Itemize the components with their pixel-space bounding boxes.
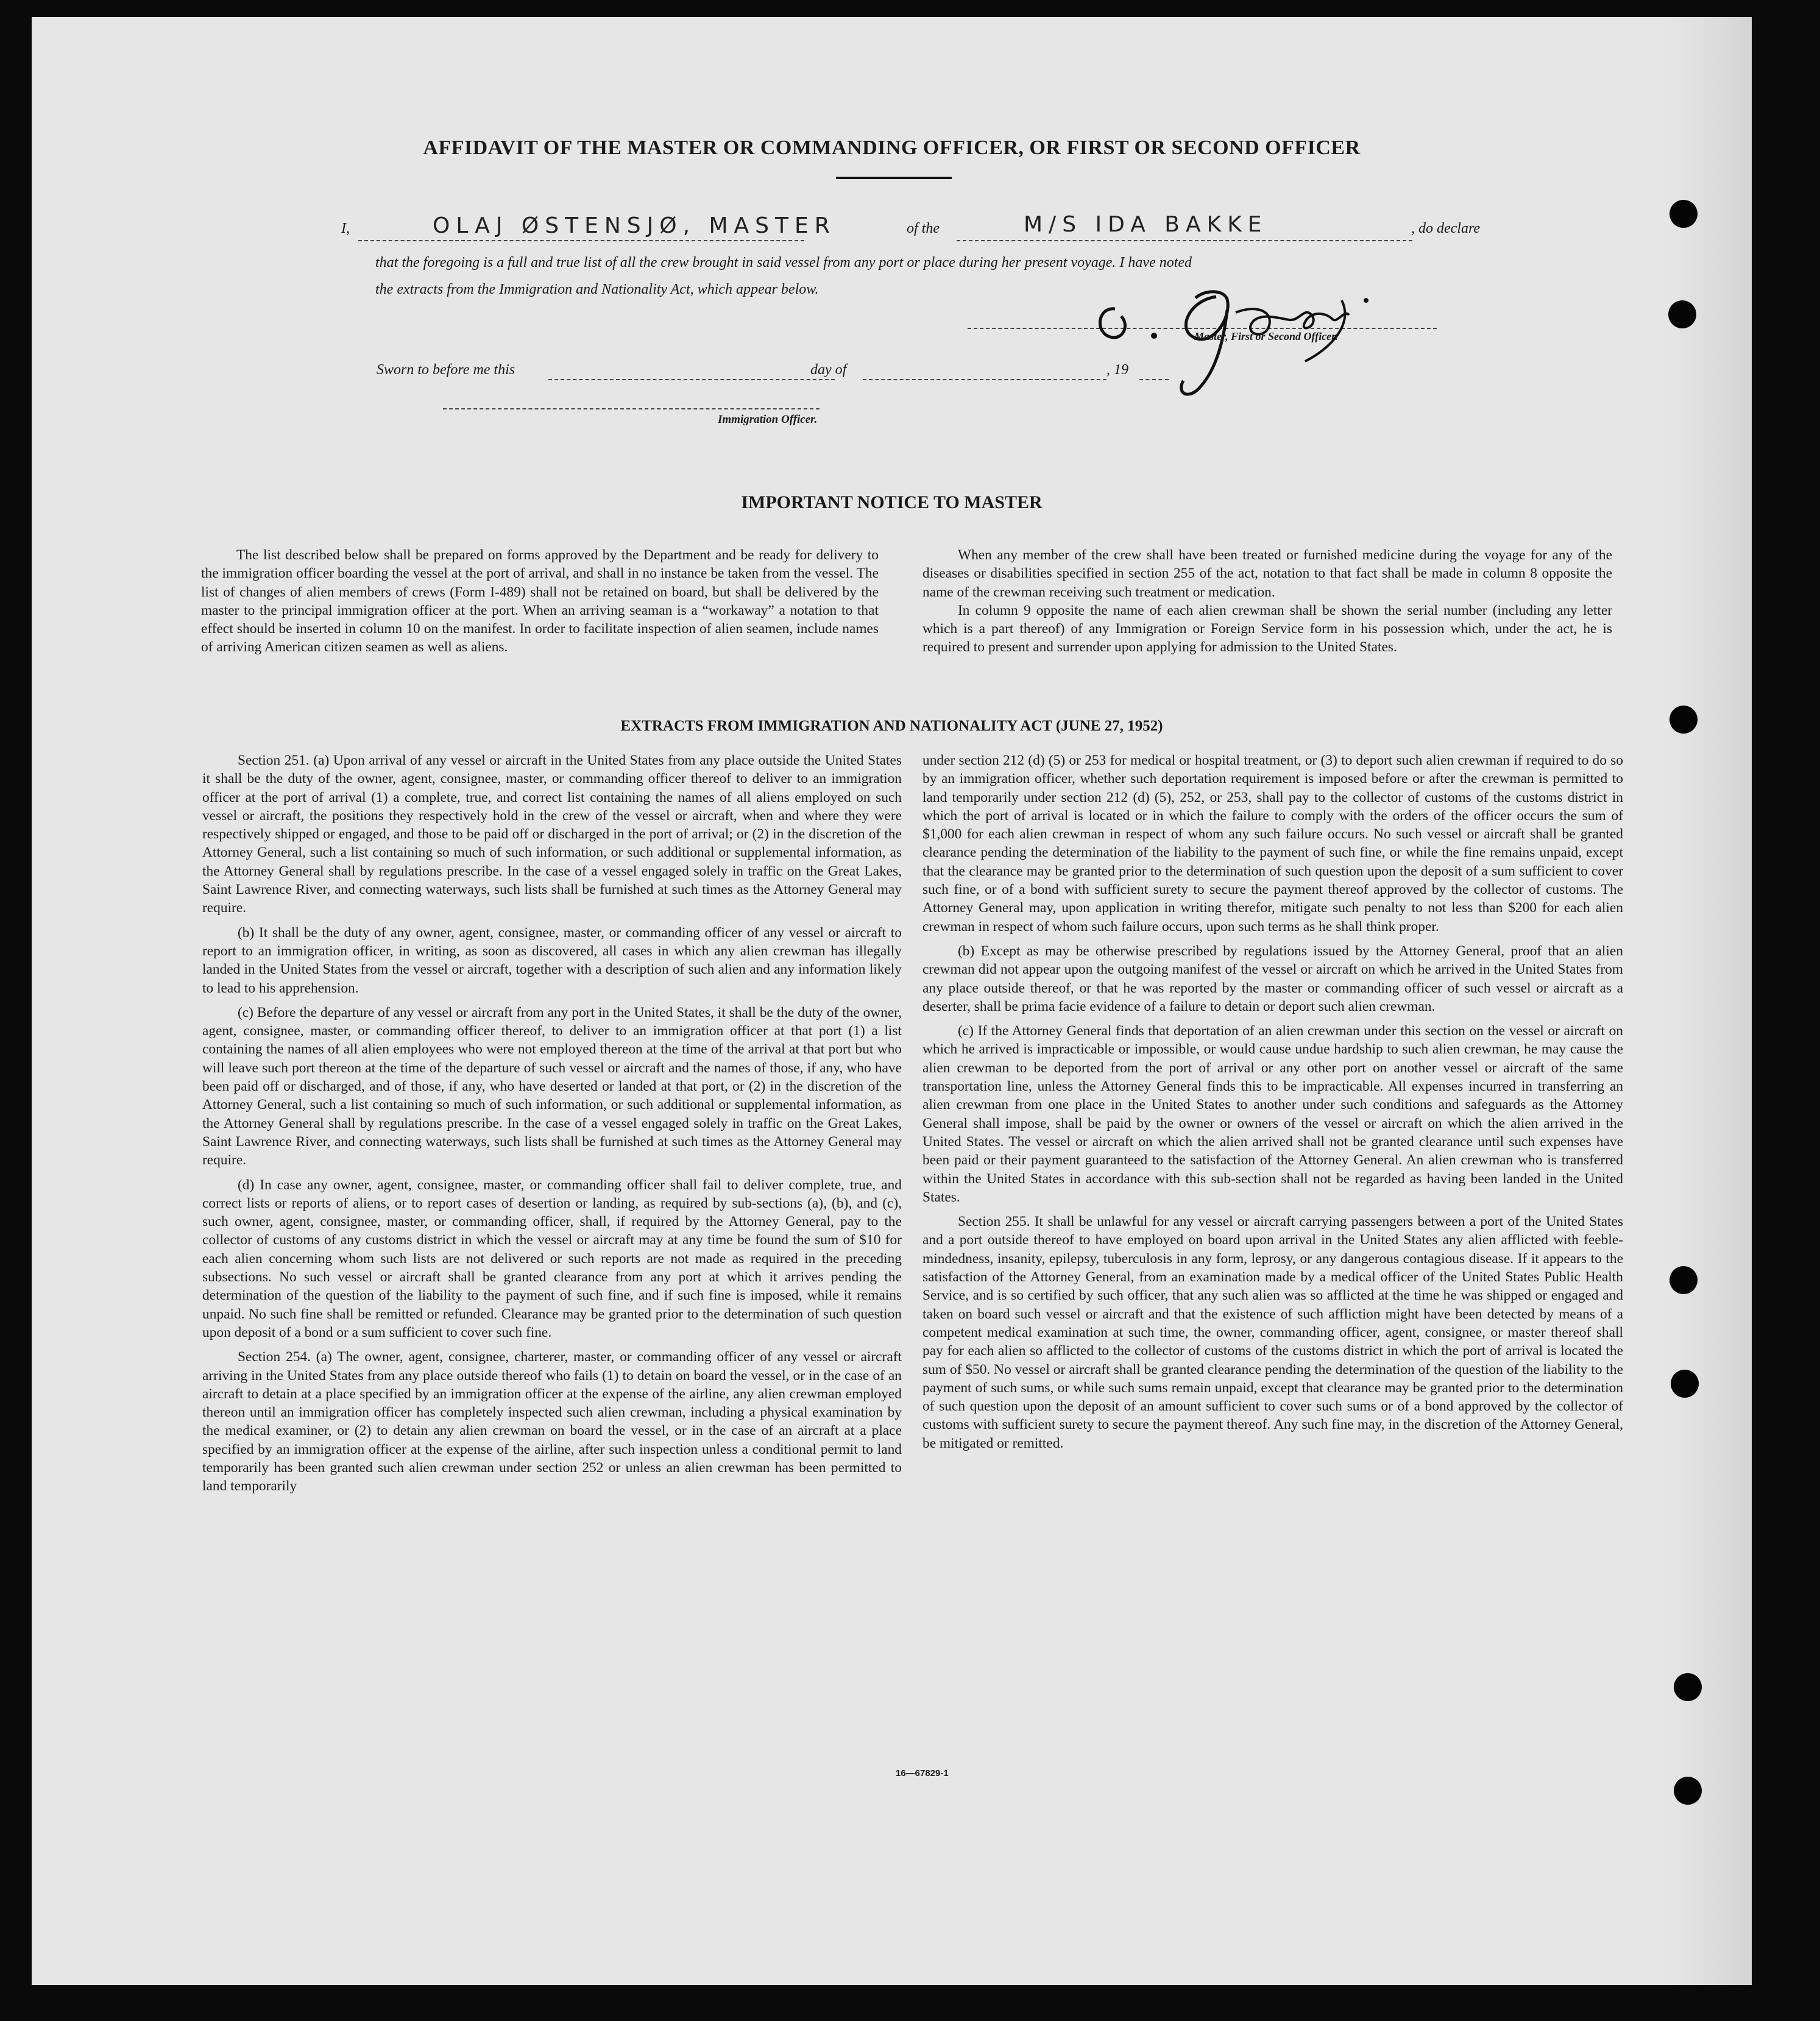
extract-paragraph: (d) In case any owner, agent, consignee, master, or commanding officer shall fail to deliver complete, true, and correct lists or reports of aliens, or to report cases of desertion or landing, as required by sub-sections (a), (b), and (c), such owner, agent, consignee, master, or commanding officer, shall, if required by the Attorney General, pay to the collector of customs of any customs district in which the vessel or aircraft may at any time be found the sum of $10 for each alien concerning whom such lists are not delivered or such reports are not made as required in the preceding subsections. No such vessel or aircraft shall be granted clearance from any port at which it arrives pending the determination of the question of the liability to the payment of such fine, and if such fine is imposed, while it remains unpaid. No such fine shall be remitted or refunded. Clearance may be granted prior to the determination of such question upon deposit of a bond or a sum sufficient to cover such fine. xyxy=(202,1177,902,1340)
extracts-title: EXTRACTS FROM IMMIGRATION AND NATIONALITY ACT (JUNE 27, 1952) xyxy=(620,718,1163,734)
immigration-officer-caption: Immigration Officer. xyxy=(718,413,818,426)
affidavit-title: AFFIDAVIT OF THE MASTER OR COMMANDING OFFICER, OR FIRST OR SECOND OFFICER xyxy=(423,136,1361,159)
title-underline xyxy=(836,177,952,179)
notice-right-paragraph: In column 9 opposite the name of each alien crewman shall be shown the serial number (including any letter which is a part thereof) of any Immigration or Foreign Service form in his possession which, under the act, he is required to present and surrender upon applying for admission to the United States. xyxy=(922,602,1612,656)
punch-hole xyxy=(1670,1266,1698,1294)
of-the-label: of the xyxy=(907,221,940,236)
master-name-handwritten: OLAJ ØSTENSJØ, MASTER xyxy=(433,213,836,238)
extract-paragraph: Section 254. (a) The owner, agent, consignee, charterer, master, or commanding officer of any vessel or aircraft arriving in the United States from any place outside thereof who fails (1) to detain on board the vessel, or in the case of an aircraft to detain at a place specified by an immigration officer at the expense of the airline, any alien crewman employed thereon until an immigration officer has completely inspected such alien crewman, including a physical examination by the medical examiner, or (2) to detain any alien crewman on board the vessel, or in the case of an aircraft at a place specified by an immigration officer at the expense of the airline, after such inspection unless a conditional permit to land temporarily has been granted such alien crewman under section 252 or unless an alien crewman has been permitted to land temporarily xyxy=(202,1349,902,1495)
extract-paragraph: (b) Except as may be otherwise prescribed by regulations issued by the Attorney General, proof that an alien crewman did not appear upon the outgoing manifest of the vessel or aircraft on which he arrived in the United States from any place outside thereof, or that he was reported by the master or commanding officer of such vessel or aircraft as a deserter, shall be prima facie evidence of a failure to detain or deport such alien crewman. xyxy=(922,943,1623,1014)
declaration-prefix: I, xyxy=(341,221,350,236)
extracts-left-column xyxy=(202,751,902,1496)
notice-left-column xyxy=(201,546,879,657)
form-number: 16—67829-1 xyxy=(896,1768,949,1779)
day-of-label: day of xyxy=(810,362,847,378)
punch-hole xyxy=(1671,1370,1699,1398)
sworn-label: Sworn to before me this xyxy=(377,362,515,378)
extract-paragraph: (b) It shall be the duty of any owner, agent, consignee, master, or commanding officer of any vessel or aircraft to report to an immigration officer, in writing, as soon as discovered, all cases in which any alien crewman has illegally landed in the United States from the vessel or aircraft, together with a description of such alien and any information likely to lead to his apprehension. xyxy=(202,924,902,996)
extract-paragraph: Section 255. It shall be unlawful for any vessel or aircraft carrying passengers between a port of the United States and a port outside thereof to have employed on board upon arrival in the United States any alien afflicted with feeble-mindedness, insanity, epilepsy, tuberculosis in any form, leprosy, or any dangerous contagious disease. If it appears to the satisfaction of the Attorney General, from an examination made by a medical officer of the United States Public Health Service, and is so certified by such officer, that any such alien was so afflicted at the time he was shipped or engaged and taken on board such vessel or aircraft and that the existence of such affliction might have been detected by means of a competent medical examination at such time, the owner, commanding officer, agent, consignee, or master thereof shall pay for each alien so afflicted to the collector of customs of the customs district in which the port of arrival is located the sum of $50. No vessel or aircraft shall be granted clearance pending the determination of the question of the liability to the payment of such sums, or while such sums remain unpaid, except that clearance may be granted prior to the determination of such question upon the deposit of an amount sufficient to cover such sums or of a bond approved by the collector of customs with sufficient surety to secure the payment thereof. Any such fine may, in the discretion of the Attorney General, be mitigated or remitted. xyxy=(922,1214,1623,1451)
extract-paragraph: Section 251. (a) Upon arrival of any vessel or aircraft in the United States from any place outside the United States it shall be the duty of the owner, agent, consignee, master, or commanding officer thereof to deliver to an immigration officer at the port of arrival (1) a complete, true, and correct list containing the names of all aliens employed on such vessel or aircraft, the positions they respectively hold in the crew of the vessel or aircraft, when and where they were respectively shipped or engaged, and those to be paid off or discharged in the port of arrival; or (2) in the discretion of the Attorney General, such a list containing so much of such information, or such additional or supplemental information, as the Attorney General shall by regulations prescribe. In the case of a vessel engaged solely in traffic on the Great Lakes, Saint Lawrence River, and connecting waterways, such lists shall be furnished at such times as the Attorney General may require. xyxy=(202,752,902,916)
extract-paragraph: (c) Before the departure of any vessel or aircraft from any port in the United States, it shall be the duty of the owner, agent, consignee, master, or commanding officer thereof, to deliver to an immigration officer at that port (1) a list containing the names of all alien employees who were not employed thereon at the time of the arrival at that port but who will leave such port thereon at the time of the departure of such vessel or aircraft and the names of those, if any, who have been paid off or discharged, and of those, if any, who have deserted or landed at that port, or (2) in the discretion of the Attorney General, such a list containing so much of such information, or such additional or supplemental information, as the Attorney General shall by regulations prescribe. In the case of a vessel engaged solely in traffic on the Great Lakes, Saint Lawrence River, and connecting waterways, such lists shall be furnished at such times as the Attorney General may require. xyxy=(202,1004,902,1169)
year-label: , 19 xyxy=(1107,362,1128,378)
vessel-name-handwritten: M/S IDA BAKKE xyxy=(1024,212,1268,237)
punch-hole xyxy=(1674,1777,1702,1805)
extract-paragraph: (c) If the Attorney General finds that deportation of an alien crewman under this section on the vessel or aircraft on which he arrived is impracticable or impossible, or would cause undue hardship to such alien crewman, he may cause the alien crewman to be deported from the port of arrival or any other port on another vessel or aircraft of the same transportation line, unless the Attorney General finds this to be impracticable. All expenses incurred in transferring an alien crewman from one place in the United States to another under such conditions and safeguards as the Attorney General shall impose, shall be paid by the owner or owners of the vessel or aircraft on which the alien arrived in the United States. The vessel or aircraft on which the alien arrived shall not be granted clearance until such expenses have been paid or their payment guaranteed to the satisfaction of the Attorney General. An alien crewman who is transferred within the United States in accordance with this sub-section shall not be regarded as having been landed in the United States. xyxy=(922,1023,1623,1205)
punch-hole xyxy=(1670,200,1698,228)
notice-right-paragraph: When any member of the crew shall have been treated or furnished medicine during the voyage for any of the diseases or disabilities specified in section 255 of the act, notation to that fact shall be made in column 8 opposite the name of the crewman receiving such treatment or medication. xyxy=(922,547,1612,600)
do-declare-label: , do declare xyxy=(1411,221,1481,236)
extract-paragraph: under section 212 (d) (5) or 253 for medical or hospital treatment, or (3) to deport such alien crewman if required to do so by an immigration officer, whether such deportation requirement is imposed before or after the crewman is permitted to land temporarily under section 212 (d) (5), 252, or 253, shall pay to the collector of customs of the customs district in which the port of arrival is located or in which the failure to comply with the orders of the officer occurs the sum of $1,000 for each alien crewman in respect of whom any such failure occurs. No such vessel or aircraft shall be granted clearance pending the determination of the liability to the payment of such fine, or while the fine remains unpaid, except that the clearance may be granted prior to the determination of such question upon the deposit of a sum sufficient to cover such fine, or of a bond with sufficient surety to secure the payment thereof approved by the collector of customs. The Attorney General may, upon application in writing therefor, mitigate such penalty to not less than $200 for each alien crewman in respect of whom such failure occurs, upon such terms as he shall think proper. xyxy=(922,752,1623,935)
punch-hole xyxy=(1668,300,1696,328)
declaration-line-3: the extracts from the Immigration and Nationality Act, which appear below. xyxy=(375,281,819,297)
signature-caption: Master, First or Second Officer. xyxy=(1194,330,1338,342)
notice-left-paragraph: The list described below shall be prepared on forms approved by the Department and be ready for delivery to the immigration officer boarding the vessel at the port of arrival, and shall in no instance be taken from the vessel. The list of changes of alien members of crews (Form I-489) shall not be retained on board, but shall be delivered by the master to the principal immigration officer at the port. When an arriving seaman is a “workaway” a notation to that effect should be inserted in column 10 on the manifest. In order to facilitate inspection of alien seamen, include names of arriving American citizen seamen as well as aliens. xyxy=(201,547,879,656)
notice-right-column xyxy=(922,546,1612,657)
punch-hole xyxy=(1674,1673,1702,1701)
extracts-right-column xyxy=(922,751,1623,1453)
declaration-line-2: that the foregoing is a full and true list of all the crew brought in said vessel from any port or place during her present voyage. I have noted xyxy=(375,255,1192,271)
notice-title: IMPORTANT NOTICE TO MASTER xyxy=(741,492,1043,512)
form-page xyxy=(32,17,1752,1985)
